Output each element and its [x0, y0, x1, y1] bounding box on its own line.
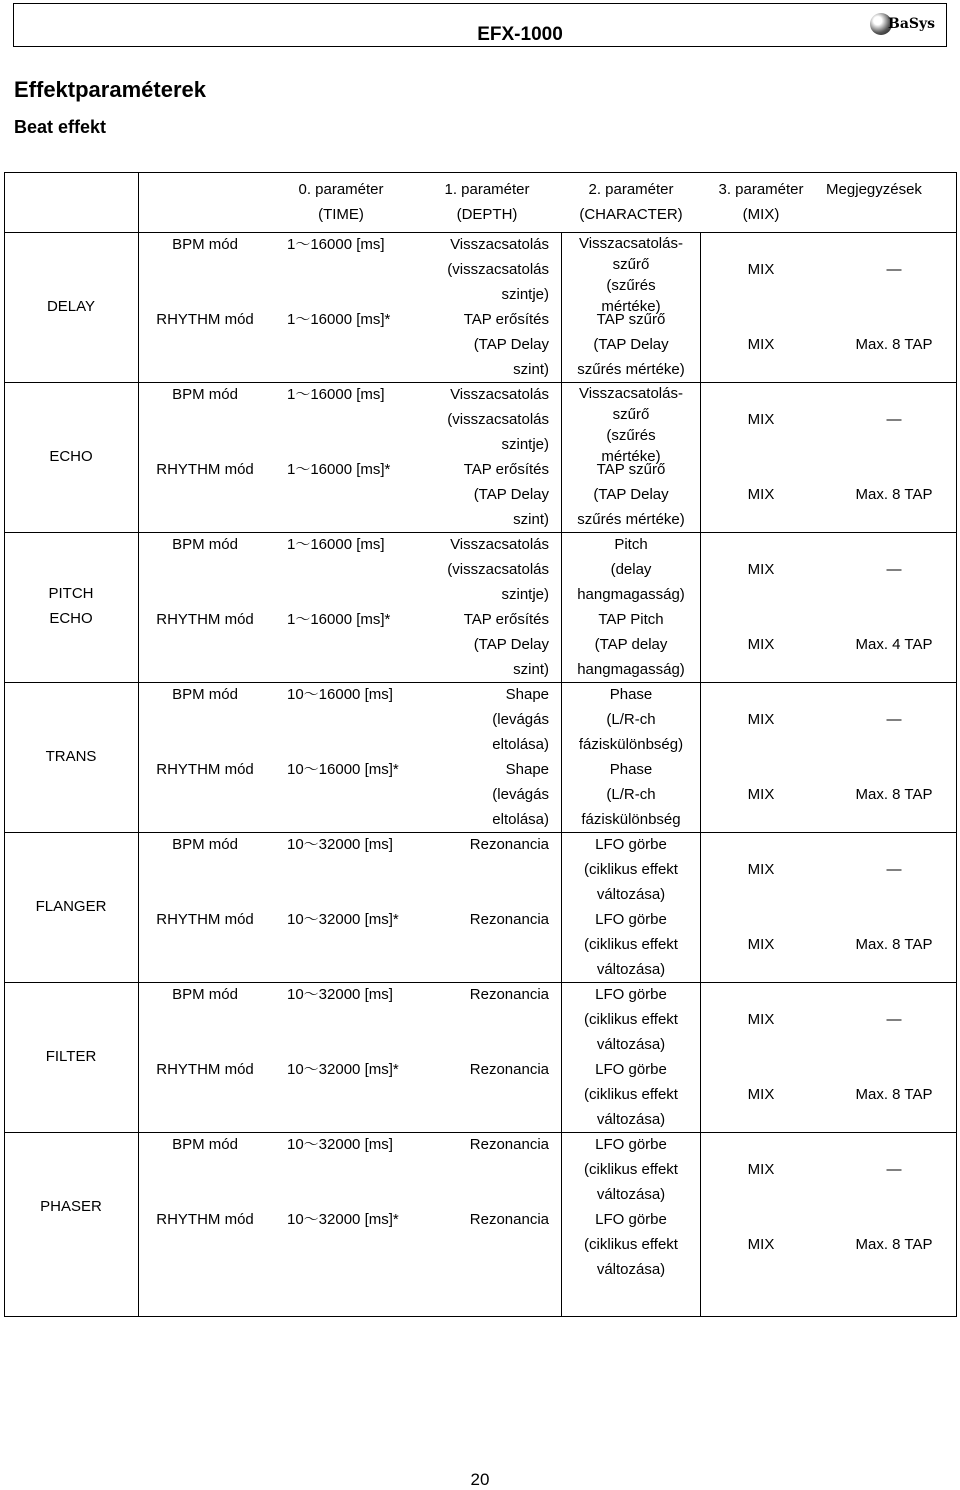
mode-label: RHYTHM mód — [156, 1061, 254, 1078]
depth-param: eltolása) — [492, 736, 549, 753]
mix-param: MIX — [747, 936, 775, 953]
character-param: változása) — [596, 886, 666, 903]
depth-param: szint) — [513, 661, 549, 678]
time-range: 10～32000 [ms]* — [287, 1211, 399, 1228]
character-param: szűrés mértéke) — [577, 361, 685, 378]
mode-label: RHYTHM mód — [156, 611, 254, 628]
character-param: Phase — [609, 761, 653, 778]
mix-param: MIX — [747, 561, 775, 578]
note: Max. 8 TAP — [855, 486, 933, 503]
mode-label: BPM mód — [172, 836, 238, 853]
parameter-table — [4, 172, 957, 1317]
character-param: (ciklikus effekt — [584, 1011, 678, 1028]
character-param: mértéke) — [601, 298, 661, 315]
effect-name: FILTER — [45, 1047, 97, 1065]
depth-param: eltolása) — [492, 811, 549, 828]
logo-text: BaSys — [888, 16, 936, 32]
character-param: hangmagasság) — [577, 661, 685, 678]
column-header-sub: (TIME) — [318, 206, 364, 223]
depth-param: Rezonancia — [469, 1211, 549, 1228]
column-header: Megjegyzések — [826, 181, 922, 198]
basys-logo — [866, 10, 938, 40]
column-header: 1. paraméter — [444, 181, 530, 198]
column-header: 0. paraméter — [298, 181, 384, 198]
column-header-sub: (DEPTH) — [456, 206, 518, 223]
depth-param: Visszacsatolás — [450, 536, 549, 553]
time-range: 1～16000 [ms] — [287, 236, 385, 253]
time-range: 10～32000 [ms]* — [287, 911, 399, 928]
effect-name: PITCH — [48, 585, 94, 602]
effect-name: ECHO — [49, 610, 93, 627]
character-param: Visszacsatolás- — [579, 385, 683, 402]
section-title: Beat effekt — [14, 117, 107, 137]
character-param: TAP Pitch — [598, 611, 664, 628]
character-param: TAP szűrő — [596, 461, 666, 478]
depth-param: TAP erősítés — [463, 461, 549, 478]
page-header — [13, 3, 947, 47]
depth-param: Visszacsatolás — [450, 236, 549, 253]
time-range: 10～32000 [ms] — [287, 1136, 393, 1153]
depth-param: (levágás — [492, 786, 549, 803]
mode-label: BPM mód — [172, 986, 238, 1003]
character-param: (delay — [610, 561, 652, 578]
note: Max. 8 TAP — [855, 786, 933, 803]
character-param: (ciklikus effekt — [584, 1161, 678, 1178]
character-param: változása) — [596, 1186, 666, 1203]
character-param: változása) — [596, 1036, 666, 1053]
depth-param: Rezonancia — [469, 986, 549, 1003]
character-param: (ciklikus effekt — [584, 1236, 678, 1253]
note: — — [886, 1011, 902, 1028]
depth-param: Rezonancia — [469, 911, 549, 928]
column-divider — [700, 232, 701, 1316]
depth-param: szintje) — [501, 286, 549, 303]
mix-param: MIX — [747, 786, 775, 803]
row-divider — [5, 832, 956, 833]
column-divider — [561, 232, 562, 1316]
character-param: LFO görbe — [595, 1136, 667, 1153]
document-title: EFX-1000 — [477, 24, 563, 45]
row-divider — [5, 532, 956, 533]
mode-label: RHYTHM mód — [156, 911, 254, 928]
depth-param: TAP erősítés — [463, 611, 549, 628]
note: Max. 8 TAP — [855, 1236, 933, 1253]
character-param: LFO görbe — [595, 836, 667, 853]
mix-param: MIX — [747, 1086, 775, 1103]
character-param: szűrés mértéke) — [577, 511, 685, 528]
depth-param: szintje) — [501, 436, 549, 453]
note: — — [886, 861, 902, 878]
depth-param: Rezonancia — [469, 1136, 549, 1153]
depth-param: (TAP Delay — [473, 486, 549, 503]
character-param: Visszacsatolás- — [579, 235, 683, 252]
row-divider — [5, 682, 956, 683]
depth-param: Shape — [505, 761, 549, 778]
character-param: (ciklikus effekt — [584, 936, 678, 953]
mix-param: MIX — [747, 1161, 775, 1178]
note: — — [886, 711, 902, 728]
character-param: LFO görbe — [595, 1061, 667, 1078]
depth-param: (levágás — [492, 711, 549, 728]
mix-param: MIX — [747, 1011, 775, 1028]
effect-name: ECHO — [49, 447, 93, 465]
character-param: (szűrés — [606, 427, 656, 444]
page-title: Effektparaméterek — [14, 77, 206, 102]
depth-param: (visszacsatolás — [447, 561, 549, 578]
row-divider — [5, 382, 956, 383]
note: Max. 8 TAP — [855, 936, 933, 953]
time-range: 10～32000 [ms]* — [287, 1061, 399, 1078]
note: — — [886, 261, 902, 278]
depth-param: Visszacsatolás — [450, 386, 549, 403]
character-param: TAP szűrő — [596, 311, 666, 328]
mode-label: BPM mód — [172, 686, 238, 703]
note: Max. 8 TAP — [855, 1086, 933, 1103]
character-param: LFO görbe — [595, 986, 667, 1003]
effect-name: PHASER — [40, 1197, 102, 1215]
character-param: (ciklikus effekt — [584, 861, 678, 878]
column-header: 2. paraméter — [588, 181, 674, 198]
mode-label: RHYTHM mód — [156, 461, 254, 478]
mix-param: MIX — [747, 1236, 775, 1253]
effect-name: DELAY — [46, 297, 96, 315]
column-header: 3. paraméter — [718, 181, 804, 198]
time-range: 1～16000 [ms] — [287, 536, 385, 553]
mix-param: MIX — [747, 636, 775, 653]
mix-param: MIX — [747, 411, 775, 428]
character-param: mértéke) — [601, 448, 661, 465]
depth-param: szint) — [513, 361, 549, 378]
time-range: 10～32000 [ms] — [287, 986, 393, 1003]
character-param: (L/R-ch — [606, 786, 656, 803]
mode-label: BPM mód — [172, 1136, 238, 1153]
effect-name: TRANS — [45, 747, 97, 765]
character-param: (TAP Delay — [593, 336, 669, 353]
time-range: 1～16000 [ms] — [287, 386, 385, 403]
mix-param: MIX — [747, 336, 775, 353]
mode-label: BPM mód — [172, 236, 238, 253]
character-param: hangmagasság) — [577, 586, 685, 603]
character-param: szűrő — [612, 256, 650, 273]
depth-param: (TAP Delay — [473, 636, 549, 653]
character-param: változása) — [596, 1111, 666, 1128]
depth-param: TAP erősítés — [463, 311, 549, 328]
character-param: LFO görbe — [595, 911, 667, 928]
row-divider — [5, 232, 956, 233]
character-param: változása) — [596, 961, 666, 978]
row-divider — [5, 1132, 956, 1133]
depth-param: szintje) — [501, 586, 549, 603]
depth-param: (TAP Delay — [473, 336, 549, 353]
character-param: (szűrés — [606, 277, 656, 294]
note: — — [886, 411, 902, 428]
time-range: 1～16000 [ms]* — [287, 611, 391, 628]
character-param: (L/R-ch — [606, 711, 656, 728]
mode-label: BPM mód — [172, 536, 238, 553]
mix-param: MIX — [747, 711, 775, 728]
note: — — [886, 561, 902, 578]
character-param: (ciklikus effekt — [584, 1086, 678, 1103]
column-header-sub: (CHARACTER) — [579, 206, 683, 223]
note: Max. 8 TAP — [855, 336, 933, 353]
time-range: 1～16000 [ms]* — [287, 461, 391, 478]
mix-param: MIX — [747, 261, 775, 278]
effect-name: FLANGER — [35, 897, 107, 915]
character-param: szűrő — [612, 406, 650, 423]
note: — — [886, 1161, 902, 1178]
character-param: fáziskülönbség — [581, 811, 681, 828]
character-param: Pitch — [614, 536, 648, 553]
row-divider — [5, 982, 956, 983]
column-header-sub: (MIX) — [742, 206, 780, 223]
character-param: (TAP Delay — [593, 486, 669, 503]
depth-param: Rezonancia — [469, 1061, 549, 1078]
mix-param: MIX — [747, 486, 775, 503]
depth-param: (visszacsatolás — [447, 261, 549, 278]
time-range: 10～16000 [ms]* — [287, 761, 399, 778]
page-number: 20 — [470, 1470, 490, 1489]
depth-param: (visszacsatolás — [447, 411, 549, 428]
character-param: változása) — [596, 1261, 666, 1278]
column-divider — [138, 173, 139, 1316]
character-param: (TAP delay — [594, 636, 668, 653]
mode-label: RHYTHM mód — [156, 1211, 254, 1228]
character-param: fáziskülönbség) — [578, 736, 684, 753]
mix-param: MIX — [747, 861, 775, 878]
character-param: Phase — [609, 686, 653, 703]
depth-param: Rezonancia — [469, 836, 549, 853]
mode-label: RHYTHM mód — [156, 761, 254, 778]
character-param: LFO görbe — [595, 1211, 667, 1228]
time-range: 1～16000 [ms]* — [287, 311, 391, 328]
mode-label: RHYTHM mód — [156, 311, 254, 328]
depth-param: szint) — [513, 511, 549, 528]
mode-label: BPM mód — [172, 386, 238, 403]
note: Max. 4 TAP — [855, 636, 933, 653]
time-range: 10～16000 [ms] — [287, 686, 393, 703]
time-range: 10～32000 [ms] — [287, 836, 393, 853]
depth-param: Shape — [505, 686, 549, 703]
